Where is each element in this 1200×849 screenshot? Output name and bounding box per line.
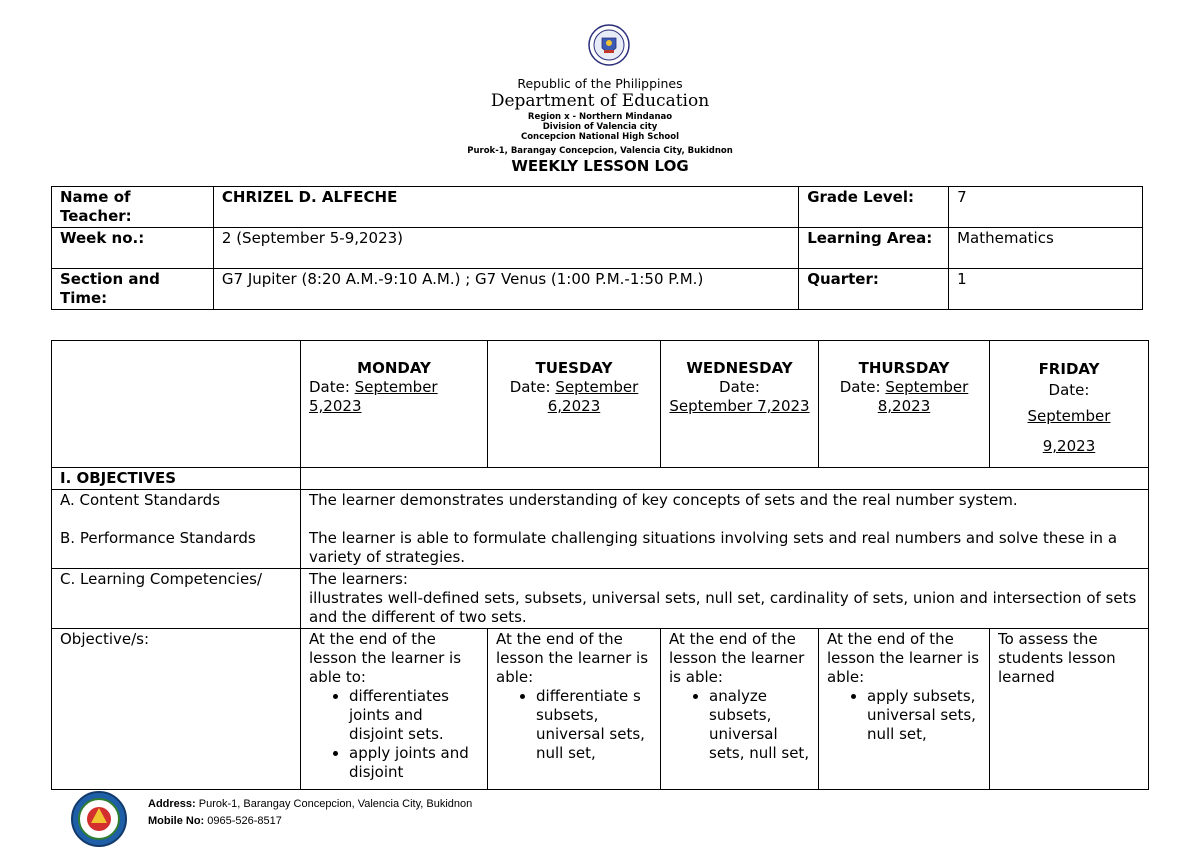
- objective-intro: At the end of the lesson the learner is able:: [827, 630, 980, 686]
- document-title: WEEKLY LESSON LOG: [511, 157, 689, 175]
- objective-label: Objective/s:: [52, 629, 301, 790]
- day-name: THURSDAY: [858, 359, 950, 377]
- objective-thursday: [819, 629, 990, 790]
- date-label: Date:: [1048, 381, 1090, 399]
- day-date: September 7,2023: [669, 397, 810, 415]
- objectives-heading: I. OBJECTIVES: [52, 468, 301, 490]
- day-date: September 8,2023: [877, 378, 969, 415]
- quarter-label: Quarter:: [799, 269, 949, 310]
- objective-wednesday: [661, 629, 819, 790]
- teacher-label: Name of Teacher:: [52, 187, 214, 228]
- objective-intro: At the end of the lesson the learner is able to:: [309, 630, 462, 686]
- region-text: Region x - Northern Mindanao: [527, 112, 673, 122]
- date-label: Date:: [839, 378, 886, 396]
- list-item: • apply joints and disjoint: [349, 744, 479, 782]
- day-header-tuesday: [488, 341, 661, 468]
- section-label: Section and Time:: [52, 269, 214, 310]
- objective-intro: At the end of the lesson the learner is able:: [496, 630, 649, 686]
- teacher-name: CHRIZEL D. ALFECHE: [213, 187, 798, 228]
- objective-monday: [301, 629, 488, 790]
- competencies-text: illustrates well-defined sets, subsets, universal sets, null set, cardinality of sets, union and intersection of sets and the different of two sets.: [309, 589, 1137, 626]
- table-row: [52, 569, 1149, 629]
- day-header-wednesday: [661, 341, 819, 468]
- objective-intro: At the end of the lesson the learner is able:: [669, 630, 805, 686]
- competencies-cell: [301, 569, 1149, 629]
- table-row: [52, 490, 1149, 569]
- day-date: September 6,2023: [547, 378, 639, 415]
- empty-header-cell: [52, 341, 301, 468]
- day-name: TUESDAY: [535, 359, 613, 377]
- footer-mobile: [148, 815, 282, 827]
- list-item: • analyze subsets, universal sets, null set,: [709, 687, 810, 763]
- day-header-thursday: [819, 341, 990, 468]
- table-row: [52, 187, 1143, 228]
- day-name: FRIDAY: [1038, 360, 1100, 378]
- objective-friday: [990, 629, 1149, 790]
- day-header-monday: [301, 341, 488, 468]
- section-value: G7 Jupiter (8:20 A.M.-9:10 A.M.) ; G7 Venus (1:00 P.M.-1:50 P.M.): [213, 269, 798, 310]
- list-item: • differentiate s subsets, universal sets, null set,: [536, 687, 652, 763]
- friday-objective-text: To assess the students lesson learned: [998, 630, 1116, 686]
- performance-standards-label: B. Performance Standards: [60, 529, 256, 547]
- grade-label: Grade Level:: [799, 187, 949, 228]
- content-standards-label: A. Content Standards: [60, 491, 221, 509]
- quarter-value: 1: [949, 269, 1143, 310]
- day-date: September 9,2023: [1027, 407, 1111, 455]
- school-logo-icon: [70, 790, 128, 848]
- address-label: Address:: [148, 798, 196, 810]
- list-item: • differentiates joints and disjoint sets.: [349, 687, 479, 744]
- table-row: [52, 228, 1143, 269]
- day-header-friday: [990, 341, 1149, 468]
- table-row: [52, 468, 1149, 490]
- mobile-label: Mobile No:: [148, 815, 205, 827]
- day-date: September 5,2023: [309, 378, 438, 415]
- performance-standards-text: The learner is able to formulate challenging situations involving sets and real numbers and solve these in a variety of strategies.: [309, 529, 1118, 566]
- grade-value: 7: [949, 187, 1143, 228]
- standards-text: [301, 490, 1149, 569]
- week-label: Week no.:: [52, 228, 214, 269]
- competencies-intro: The learners:: [309, 570, 408, 588]
- table-row: [52, 269, 1143, 310]
- content-standards-text: The learner demonstrates understanding of key concepts of sets and the real number system.: [309, 491, 1018, 509]
- competencies-label: C. Learning Competencies/: [52, 569, 301, 629]
- deped-seal-icon: [588, 24, 630, 66]
- learning-area-label: Learning Area:: [799, 228, 949, 269]
- day-header-row: [52, 341, 1149, 468]
- date-label: Date:: [309, 378, 355, 396]
- division-text: Division of Valencia city: [542, 122, 658, 132]
- lesson-plan-table: [51, 340, 1149, 790]
- date-label: Date:: [719, 378, 760, 396]
- address-value: Purok-1, Barangay Concepcion, Valencia City, Bukidnon: [195, 798, 473, 810]
- school-text: Concepcion National High School: [520, 132, 680, 142]
- learning-area-value: Mathematics: [949, 228, 1143, 269]
- republic-text: Republic of the Philippines: [517, 76, 683, 91]
- date-label: Date:: [509, 378, 556, 396]
- list-item: • apply subsets, universal sets, null set,: [867, 687, 981, 744]
- week-value: 2 (September 5-9,2023): [213, 228, 798, 269]
- footer-address: [148, 798, 472, 810]
- school-address-text: Purok-1, Barangay Concepcion, Valencia City, Bukidnon: [467, 146, 733, 156]
- standards-labels: [52, 490, 301, 569]
- department-text: Department of Education: [490, 91, 710, 111]
- objective-tuesday: [488, 629, 661, 790]
- empty-cell: [301, 468, 1149, 490]
- teacher-info-table: [51, 186, 1143, 310]
- mobile-value: 0965-526-8517: [204, 815, 282, 827]
- day-name: MONDAY: [357, 359, 431, 377]
- day-name: WEDNESDAY: [686, 359, 793, 377]
- table-row: [52, 629, 1149, 790]
